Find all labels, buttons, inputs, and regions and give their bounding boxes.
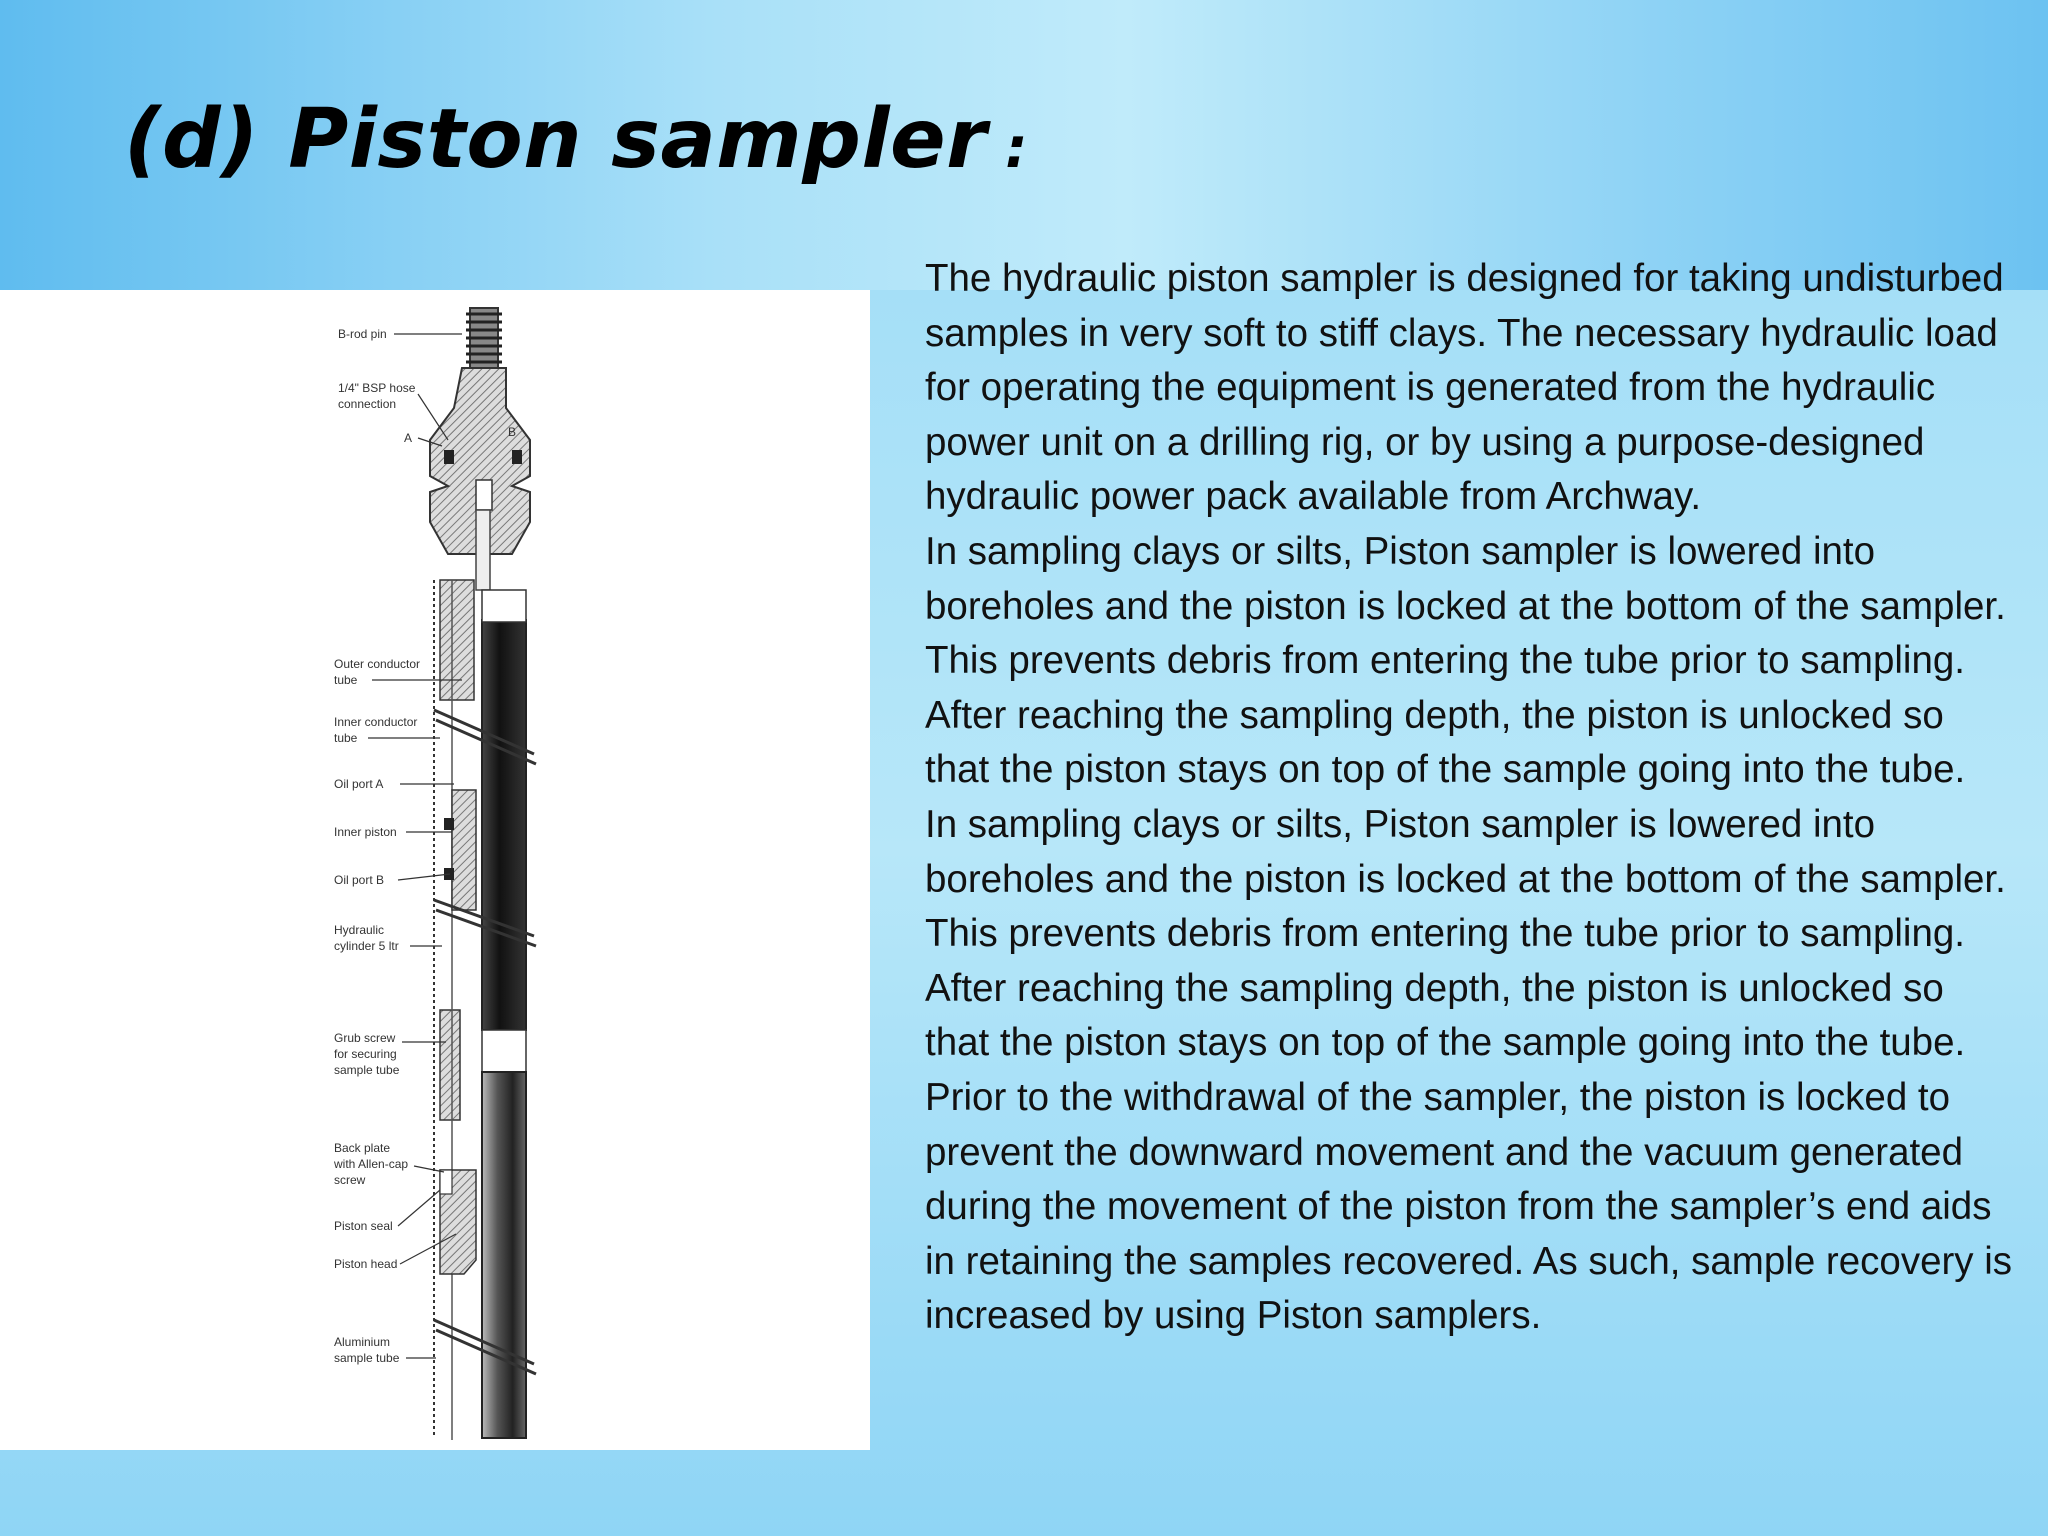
label-inner-line1: Inner conductor — [334, 715, 418, 729]
label-piston-head: Piston head — [334, 1257, 398, 1271]
outer-conductor-tube-shape — [434, 580, 474, 1440]
label-piston-seal: Piston seal — [334, 1219, 393, 1233]
paragraph-sampling-procedure: In sampling clays or silts, Piston sampler is lowered into boreholes and the piston is locked at the bottom of the sampler. This prevents debris from entering the tube prior to sampling. After reaching the sampling depth, the piston is unlocked so that the piston stays on top of the sample going into the tube. — [925, 529, 2006, 792]
label-back-line2: with Allen-cap — [334, 1157, 409, 1171]
cylinder-collar-shape — [482, 1030, 526, 1072]
label-b-rod-pin: B-rod pin — [338, 327, 387, 341]
slide-title — [124, 92, 1028, 187]
b-rod-pin-shape — [466, 308, 502, 368]
hydraulic-cylinder-shape — [482, 620, 526, 1030]
label-bsp-line2: connection — [338, 397, 397, 411]
label-grub-line2: for securing — [334, 1047, 397, 1061]
slide-body-text — [925, 252, 2015, 1344]
label-alu-line1: Aluminium — [334, 1335, 391, 1349]
piston-sampler-diagram — [0, 290, 870, 1450]
slide-title-colon: : — [1005, 116, 1029, 181]
piston-sampler-diagram-panel — [0, 290, 870, 1450]
paragraph-hydraulic-description: The hydraulic piston sampler is designed for taking undisturbed samples in very soft to stiff clays. The necessary hydraulic load for operating the equipment is generated from the hydraulic power unit on a drilling rig, or by using a purpose-designed hydraulic power pack available from Archway. — [925, 257, 2004, 519]
label-oil-port-a: Oil port A — [334, 777, 384, 791]
label-marker-a: A — [404, 431, 413, 445]
aluminium-sample-tube-shape — [482, 1072, 526, 1438]
label-hyd-line2: cylinder 5 ltr — [334, 939, 399, 953]
label-alu-line2: sample tube — [334, 1351, 400, 1365]
label-outer-line1: Outer conductor — [334, 657, 421, 671]
piston-head-shape — [440, 1170, 476, 1274]
label-inner-piston: Inner piston — [334, 825, 397, 839]
label-grub-line1: Grub screw — [334, 1031, 396, 1045]
inner-piston-shape — [444, 790, 476, 910]
slide-title-text: (d) Piston sampler — [124, 92, 988, 187]
cylinder-cap-shape — [482, 590, 526, 622]
label-outer-line2: tube — [334, 673, 358, 687]
paragraph-sampling-procedure-extended: In sampling clays or silts, Piston sampler is lowered into boreholes and the piston is locked at the bottom of the sampler. This prevents debris from entering the tube prior to sampling. After reaching the sampling depth, the piston is unlocked so that the piston stays on top of the sample going into the tube. Prior to the withdrawal of the sampler, the piston is locked to prevent the downward movement and the vacuum generated during the movement of the piston from the sampler’s end aids in retaining the samples recovered. As such, sample recovery is increased by using Piston samplers. — [925, 802, 2013, 1338]
label-bsp-line1: 1/4" BSP hose — [338, 381, 416, 395]
label-inner-line2: tube — [334, 731, 358, 745]
label-oil-port-b: Oil port B — [334, 873, 385, 887]
label-back-line3: screw — [334, 1173, 366, 1187]
label-back-line1: Back plate — [334, 1141, 391, 1155]
label-grub-line3: sample tube — [334, 1063, 400, 1077]
label-marker-b: B — [508, 425, 517, 439]
inner-rod-shape — [476, 510, 490, 590]
label-hyd-line1: Hydraulic — [334, 923, 385, 937]
